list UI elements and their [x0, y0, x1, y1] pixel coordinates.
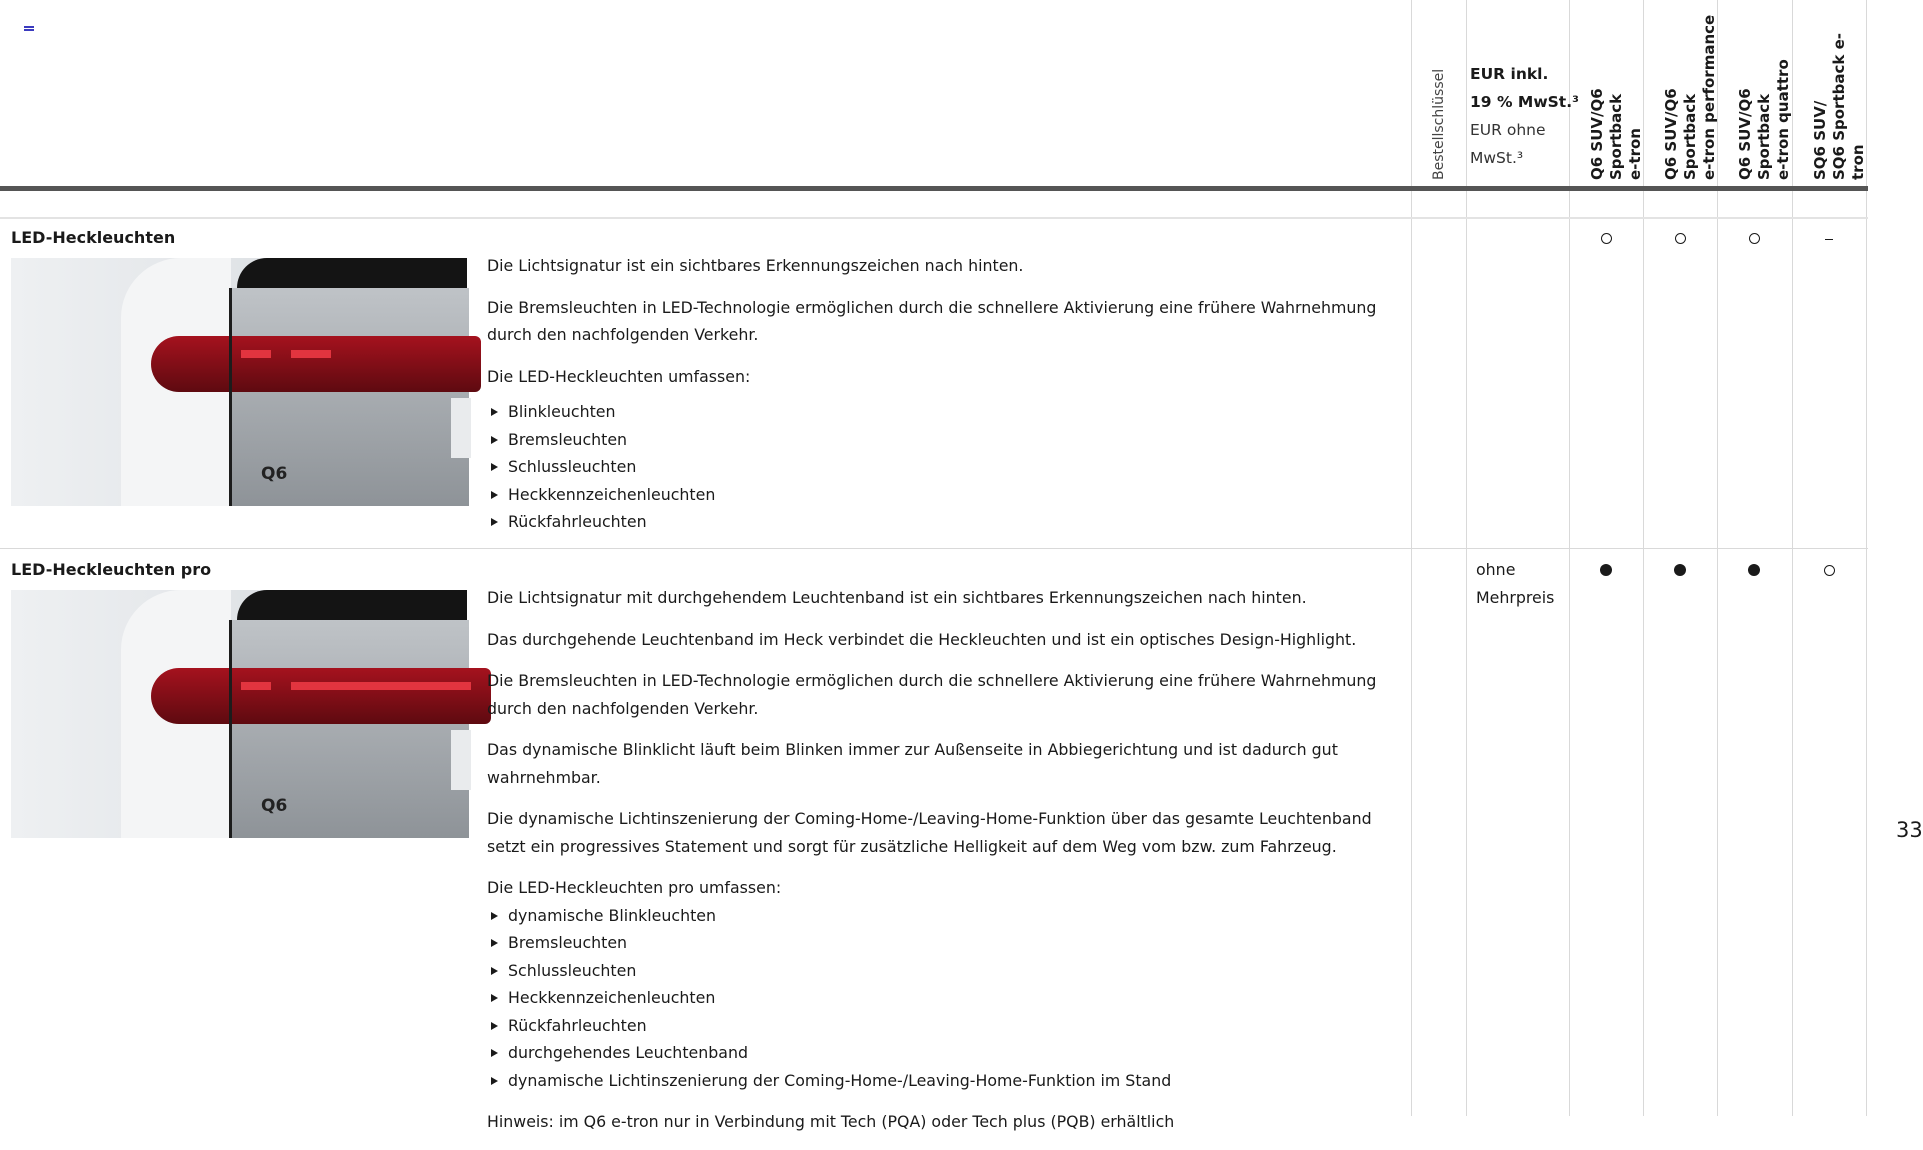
availability-optional	[1717, 229, 1791, 249]
description-paragraph: Die dynamische Lichtinszenierung der Coming-Home-/Leaving-Home-Funktion über das gesamte Leuchtenband setzt ein progressives Statement und sorgt für zusätzliche Helligkeit auf dem Weg vom bzw. zum Fahrzeug.	[487, 809, 1372, 856]
row-description	[487, 252, 1407, 550]
price-header	[1470, 60, 1579, 172]
list-item: durchgehendes Leuchtenband	[487, 1039, 1407, 1067]
list-item: dynamische Lichtinszenierung der Coming-Home-/Leaving-Home-Funktion im Stand	[487, 1067, 1407, 1095]
price-value: ohne Mehrpreis	[1476, 560, 1555, 607]
language-flag-icon	[24, 26, 34, 33]
description-paragraph: Die Bremsleuchten in LED-Technologie ermöglichen durch die schnellere Aktivierung eine frühere Wahrnehmung durch den nachfolgenden Verkehr.	[487, 297, 1377, 344]
availability-optional	[1792, 561, 1866, 581]
vehicle-badge: Q6	[261, 796, 288, 816]
description-paragraph: Das durchgehende Leuchtenband im Heck verbindet die Heckleuchten und ist ein optisches Design-Highlight.	[487, 629, 1357, 649]
price-excl-vat: MwSt.³	[1470, 149, 1524, 167]
model-header-q6-quattro: Q6 SUV/Q6 Sportback e-tron quattro	[1736, 59, 1792, 180]
row-description	[487, 584, 1407, 1150]
list-item: Schlussleuchten	[487, 453, 1407, 481]
order-key-header: Bestellschlüssel	[1431, 68, 1447, 180]
vehicle-badge: Q6	[261, 464, 288, 484]
model-header-q6-etron: Q6 SUV/Q6 Sportback e-tron	[1588, 88, 1644, 180]
list-item: Rückfahrleuchten	[487, 508, 1407, 536]
row-title: LED-Heckleuchten pro	[11, 560, 212, 579]
model-header-sq6: SQ6 SUV/ SQ6 Sportback e-tron	[1811, 33, 1867, 180]
list-item: Blinkleuchten	[487, 398, 1407, 426]
description-paragraph: Die Lichtsignatur mit durchgehendem Leuchtenband ist ein sichtbares Erkennungszeichen nach hinten.	[487, 588, 1307, 607]
header-rule	[0, 186, 1868, 191]
description-paragraph: Die LED-Heckleuchten umfassen:	[487, 366, 751, 386]
model-header-q6-performance: Q6 SUV/Q6 Sportback e-tron performance	[1662, 14, 1718, 180]
page-number: 33	[1896, 818, 1923, 842]
availability-optional	[1569, 229, 1643, 249]
row-separator	[0, 548, 1868, 549]
header-subrule	[0, 217, 1868, 219]
list-item: Bremsleuchten	[487, 426, 1407, 454]
taillight-pro-photo	[11, 590, 467, 838]
availability-optional	[1643, 229, 1717, 249]
row-title: LED-Heckleuchten	[11, 228, 176, 247]
availability-standard	[1717, 561, 1791, 581]
list-item: Bremsleuchten	[487, 929, 1407, 957]
feature-list	[487, 398, 1407, 536]
column-divider	[1466, 0, 1467, 1116]
availability-note: Hinweis: im Q6 e-tron nur in Verbindung mit Tech (PQA) oder Tech plus (PQB) erhältlich	[487, 1112, 1175, 1131]
description-paragraph: Das dynamische Blinklicht läuft beim Blinken immer zur Außenseite in Abbiegerichtung und ist dadurch gut wahrnehmbar.	[487, 740, 1338, 787]
list-item: dynamische Blinkleuchten	[487, 902, 1407, 930]
list-item: Heckkennzeichenleuchten	[487, 984, 1407, 1012]
price-incl-vat: 19 % MwSt.³	[1470, 93, 1579, 111]
description-paragraph: Die Lichtsignatur ist ein sichtbares Erkennungszeichen nach hinten.	[487, 256, 1024, 275]
availability-standard	[1643, 561, 1717, 581]
list-item: Heckkennzeichenleuchten	[487, 481, 1407, 509]
price-incl-label: EUR inkl.	[1470, 65, 1549, 83]
column-divider	[1411, 0, 1412, 1116]
list-item: Rückfahrleuchten	[487, 1012, 1407, 1040]
description-paragraph: Die Bremsleuchten in LED-Technologie ermöglichen durch die schnellere Aktivierung eine frühere Wahrnehmung durch den nachfolgenden Verkehr.	[487, 671, 1377, 718]
availability-standard	[1569, 561, 1643, 581]
price-excl-label: EUR ohne	[1470, 121, 1546, 139]
description-paragraph: Die LED-Heckleuchten pro umfassen:	[487, 878, 782, 897]
list-item: Schlussleuchten	[487, 957, 1407, 985]
availability-not-available	[1792, 229, 1866, 249]
feature-list	[487, 902, 1407, 1095]
taillight-photo	[11, 258, 467, 506]
